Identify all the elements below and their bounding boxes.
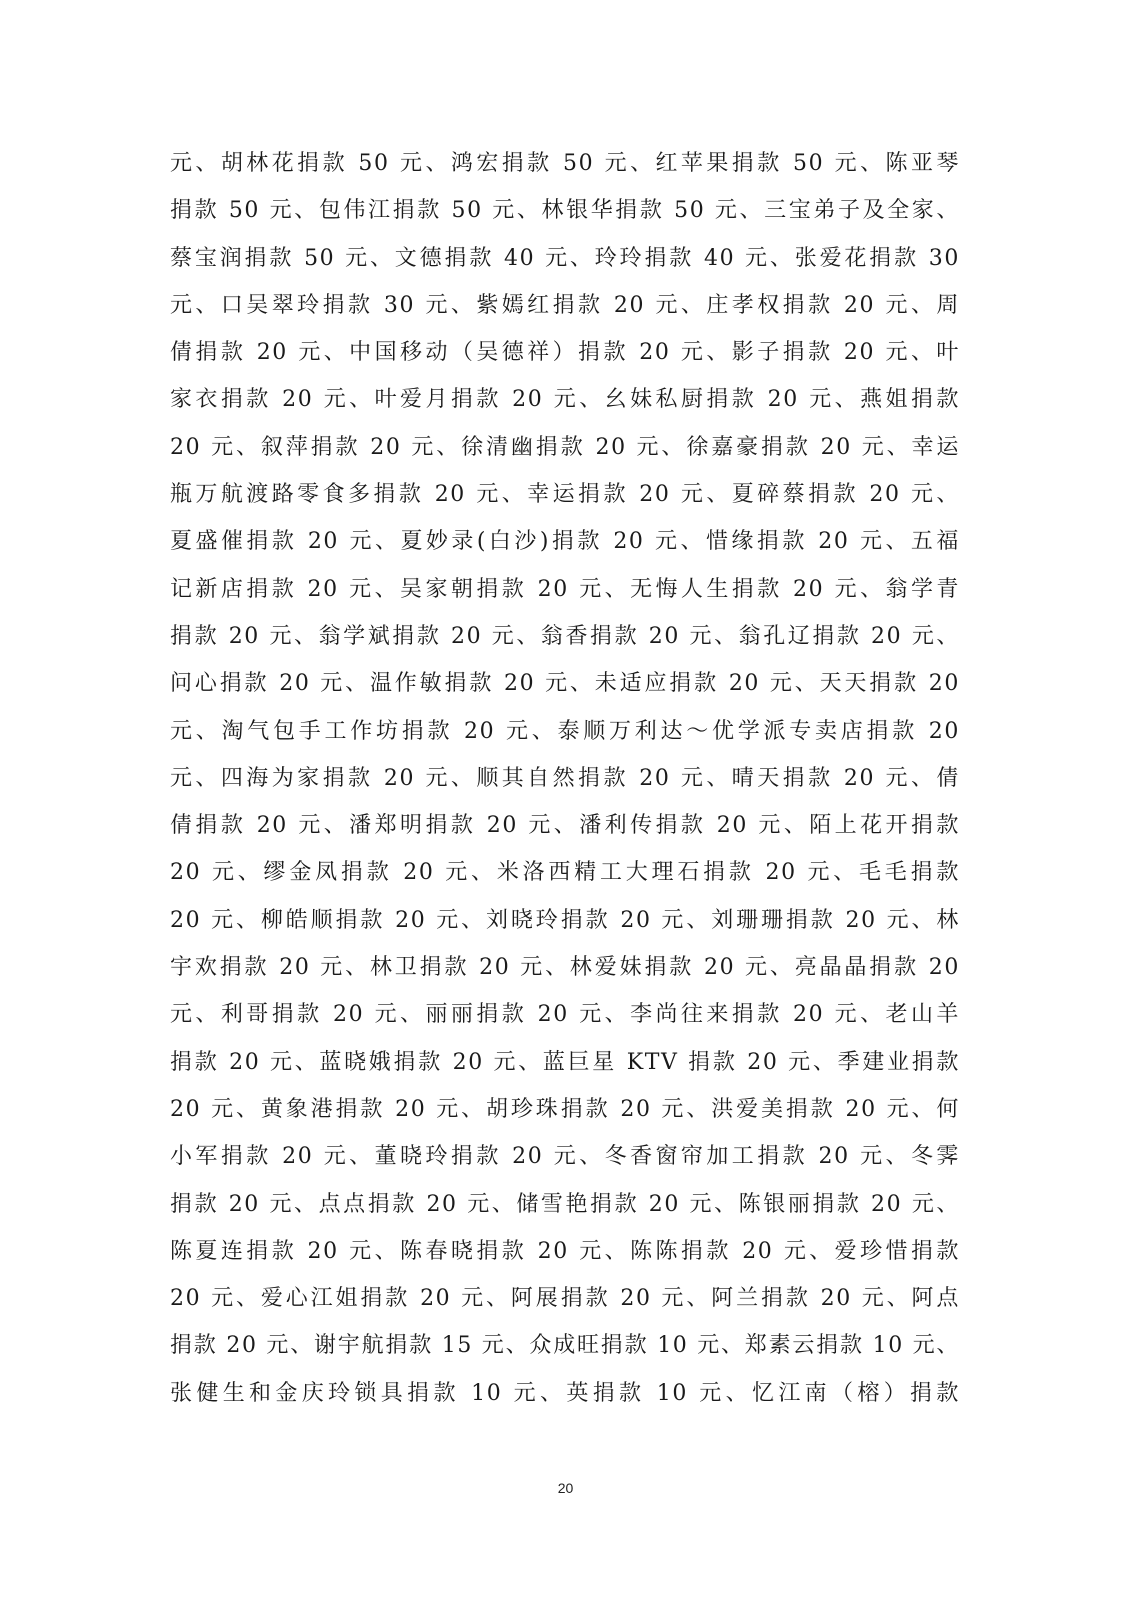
text-line: 倩捐款 20 元、潘郑明捐款 20 元、潘利传捐款 20 元、陌上花开捐款 <box>170 813 960 839</box>
text-line: 陈夏连捐款 20 元、陈春晓捐款 20 元、陈陈捐款 20 元、爱珍惜捐款 <box>170 1238 960 1264</box>
text-line: 元、利哥捐款 20 元、丽丽捐款 20 元、李尚往来捐款 20 元、老山羊 <box>170 1002 960 1028</box>
text-line: 宇欢捐款 20 元、林卫捐款 20 元、林爱妹捐款 20 元、亮晶晶捐款 20 <box>170 955 960 981</box>
text-line: 瓶万航渡路零食多捐款 20 元、幸运捐款 20 元、夏碎蔡捐款 20 元、 <box>170 482 960 508</box>
text-line: 20 元、柳皓顺捐款 20 元、刘晓玲捐款 20 元、刘珊珊捐款 20 元、林 <box>170 907 960 933</box>
text-line: 20 元、叙萍捐款 20 元、徐清幽捐款 20 元、徐嘉豪捐款 20 元、幸运 <box>170 434 960 460</box>
text-line: 捐款 20 元、翁学斌捐款 20 元、翁香捐款 20 元、翁孔辽捐款 20 元、 <box>170 623 960 649</box>
donation-list-paragraph <box>170 140 960 1417</box>
text-line: 记新店捐款 20 元、吴家朝捐款 20 元、无悔人生捐款 20 元、翁学青 <box>170 576 960 602</box>
text-line: 捐款 20 元、点点捐款 20 元、储雪艳捐款 20 元、陈银丽捐款 20 元、 <box>170 1191 960 1217</box>
text-line: 问心捐款 20 元、温作敏捐款 20 元、未适应捐款 20 元、天天捐款 20 <box>170 671 960 697</box>
text-line: 元、胡林花捐款 50 元、鸿宏捐款 50 元、红苹果捐款 50 元、陈亚琴 <box>170 151 960 176</box>
text-line: 元、四海为家捐款 20 元、顺其自然捐款 20 元、晴天捐款 20 元、倩 <box>170 765 960 791</box>
text-line: 张健生和金庆玲锁具捐款 10 元、英捐款 10 元、忆江南（榕）捐款 <box>170 1380 960 1406</box>
page-number: 20 <box>557 1480 574 1496</box>
text-line: 20 元、缪金凤捐款 20 元、米洛西精工大理石捐款 20 元、毛毛捐款 <box>170 860 960 886</box>
text-line: 家衣捐款 20 元、叶爱月捐款 20 元、幺妹私厨捐款 20 元、燕姐捐款 <box>170 387 960 413</box>
text-line: 捐款 20 元、谢宇航捐款 15 元、众成旺捐款 10 元、郑素云捐款 10 元、 <box>170 1333 960 1359</box>
text-line: 蔡宝润捐款 50 元、文德捐款 40 元、玲玲捐款 40 元、张爱花捐款 30 <box>170 245 960 271</box>
text-line: 小军捐款 20 元、董晓玲捐款 20 元、冬香窗帘加工捐款 20 元、冬霁 <box>170 1144 960 1170</box>
text-line: 20 元、黄象港捐款 20 元、胡珍珠捐款 20 元、洪爱美捐款 20 元、何 <box>170 1096 960 1122</box>
text-line: 夏盛催捐款 20 元、夏妙录(白沙)捐款 20 元、惜缘捐款 20 元、五福 <box>170 529 960 555</box>
text-line: 20 元、爱心江姐捐款 20 元、阿展捐款 20 元、阿兰捐款 20 元、阿点 <box>170 1286 960 1312</box>
text-line: 元、淘气包手工作坊捐款 20 元、泰顺万利达～优学派专卖店捐款 20 <box>170 718 960 744</box>
text-line: 元、口吴翠玲捐款 30 元、紫嫣红捐款 20 元、庄孝权捐款 20 元、周 <box>170 292 960 318</box>
text-line: 捐款 50 元、包伟江捐款 50 元、林银华捐款 50 元、三宝弟子及全家、 <box>170 198 960 224</box>
text-line: 捐款 20 元、蓝晓娥捐款 20 元、蓝巨星 KTV 捐款 20 元、季建业捐款 <box>170 1049 960 1075</box>
text-line: 倩捐款 20 元、中国移动（吴德祥）捐款 20 元、影子捐款 20 元、叶 <box>170 340 960 366</box>
